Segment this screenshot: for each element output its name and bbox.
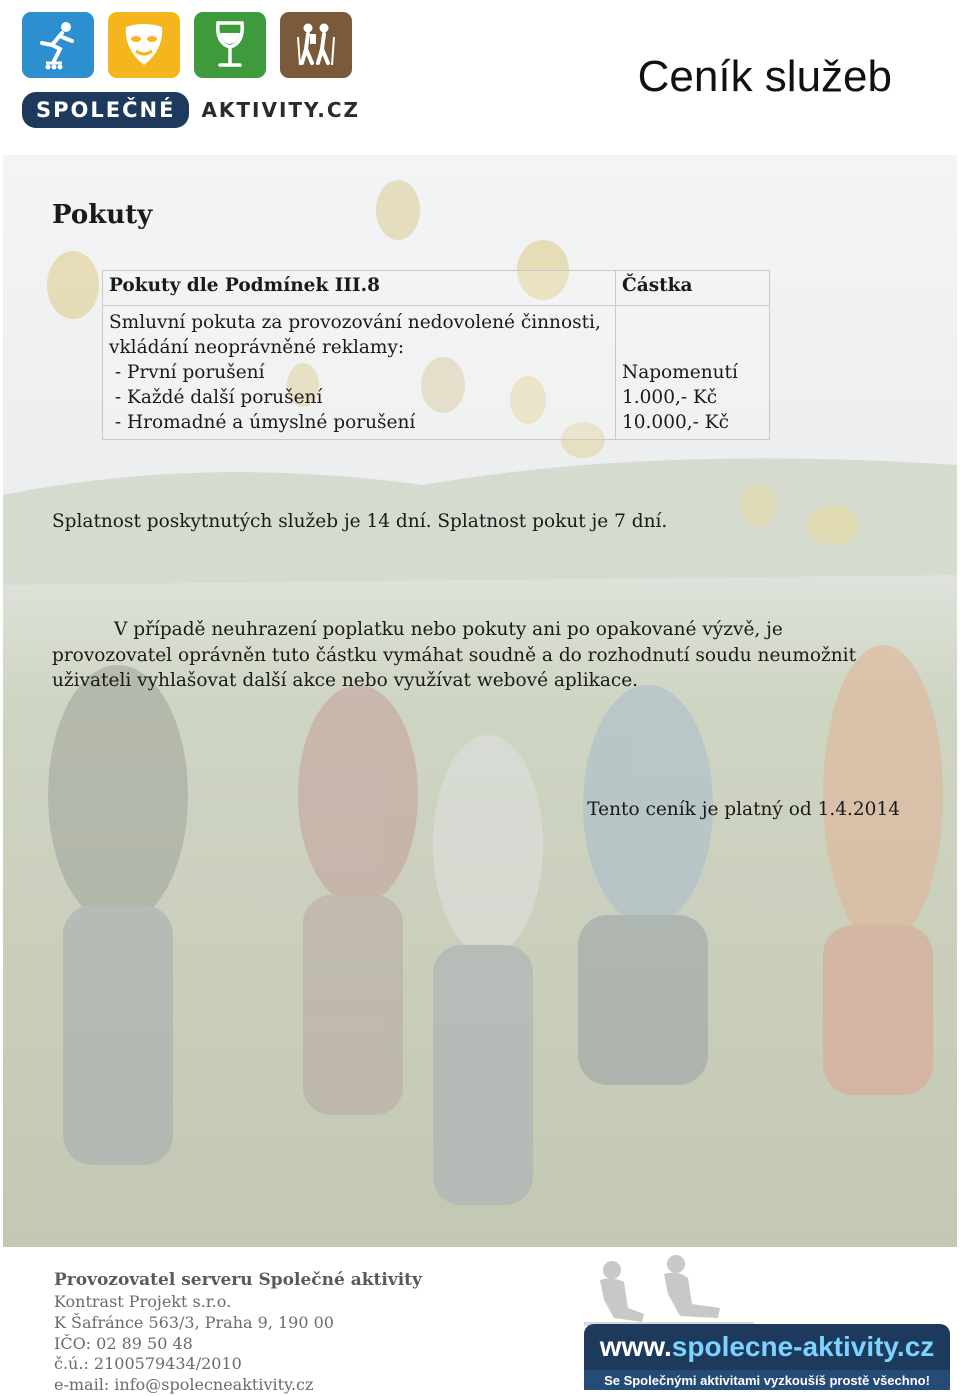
- logo-word-aktivity: AKTIVITY.CZ: [201, 98, 361, 122]
- fine-description-line: - První porušení: [109, 362, 265, 383]
- operator-address: K Šafránce 563/3, Praha 9, 190 00: [54, 1312, 334, 1332]
- page-footer: [0, 1250, 960, 1396]
- fine-amount: Napomenutí: [622, 362, 738, 383]
- page-title: Ceník služeb: [637, 52, 892, 101]
- fine-description-line: - Každé další porušení: [109, 387, 323, 408]
- operator-email-link[interactable]: e-mail: info@spolecneaktivity.cz: [54, 1375, 314, 1395]
- table-header-row: [103, 271, 770, 306]
- operator-bank-account: č.ú.: 2100579434/2010: [54, 1354, 242, 1374]
- non-payment-notice: V případě neuhrazení poplatku nebo pokuty ani po opakované výzvě, je provozovatel oprávněn tuto částku vymáhat soudně a do rozhodnutí soudu neumožnit uživateli vyhlašovat další akce nebo využívat webové aplikace.: [52, 619, 857, 691]
- validity-date-text: Tento ceník je platný od 1.4.2014: [587, 799, 900, 820]
- operator-ico: IČO: 02 89 50 48: [54, 1333, 193, 1353]
- footer-brand-banner[interactable]: [584, 1250, 952, 1396]
- column-header-fines: Pokuty dle Podmínek III.8: [103, 271, 616, 306]
- fine-description-cell: [103, 306, 616, 440]
- fine-description-line: - Hromadné a úmyslné porušení: [109, 412, 416, 433]
- brand-url-domain: spolecne-aktivity.cz: [671, 1331, 935, 1362]
- payment-terms-text: Splatnost poskytnutých služeb je 14 dní. Splatnost pokut je 7 dní.: [52, 511, 668, 532]
- fines-table: [102, 270, 770, 440]
- operator-info: [54, 1270, 422, 1396]
- operator-title: Provozovatel serveru Společné aktivity: [54, 1270, 422, 1290]
- brand-tagline: Se Společnými aktivitami vyzkoušíš prostě všechno!: [584, 1370, 950, 1390]
- column-header-amount: Částka: [616, 271, 770, 306]
- sitting-people-icon: [584, 1252, 952, 1332]
- operator-company: Kontrast Projekt s.r.o.: [54, 1292, 232, 1311]
- fine-amount: 10.000,- Kč: [622, 412, 729, 433]
- brand-url[interactable]: [584, 1324, 950, 1370]
- table-row: [103, 306, 770, 440]
- section-heading: Pokuty: [52, 200, 153, 230]
- logo-word-spolecne: SPOLEČNÉ: [22, 92, 189, 128]
- fine-description-line: vkládání neoprávněné reklamy:: [109, 337, 405, 358]
- fine-amount: 1.000,- Kč: [622, 387, 718, 408]
- fine-description-line: Smluvní pokuta za provozování nedovolené činnosti,: [109, 312, 601, 333]
- fine-amount-cell: [616, 306, 770, 440]
- brand-url-www: www.: [599, 1331, 672, 1362]
